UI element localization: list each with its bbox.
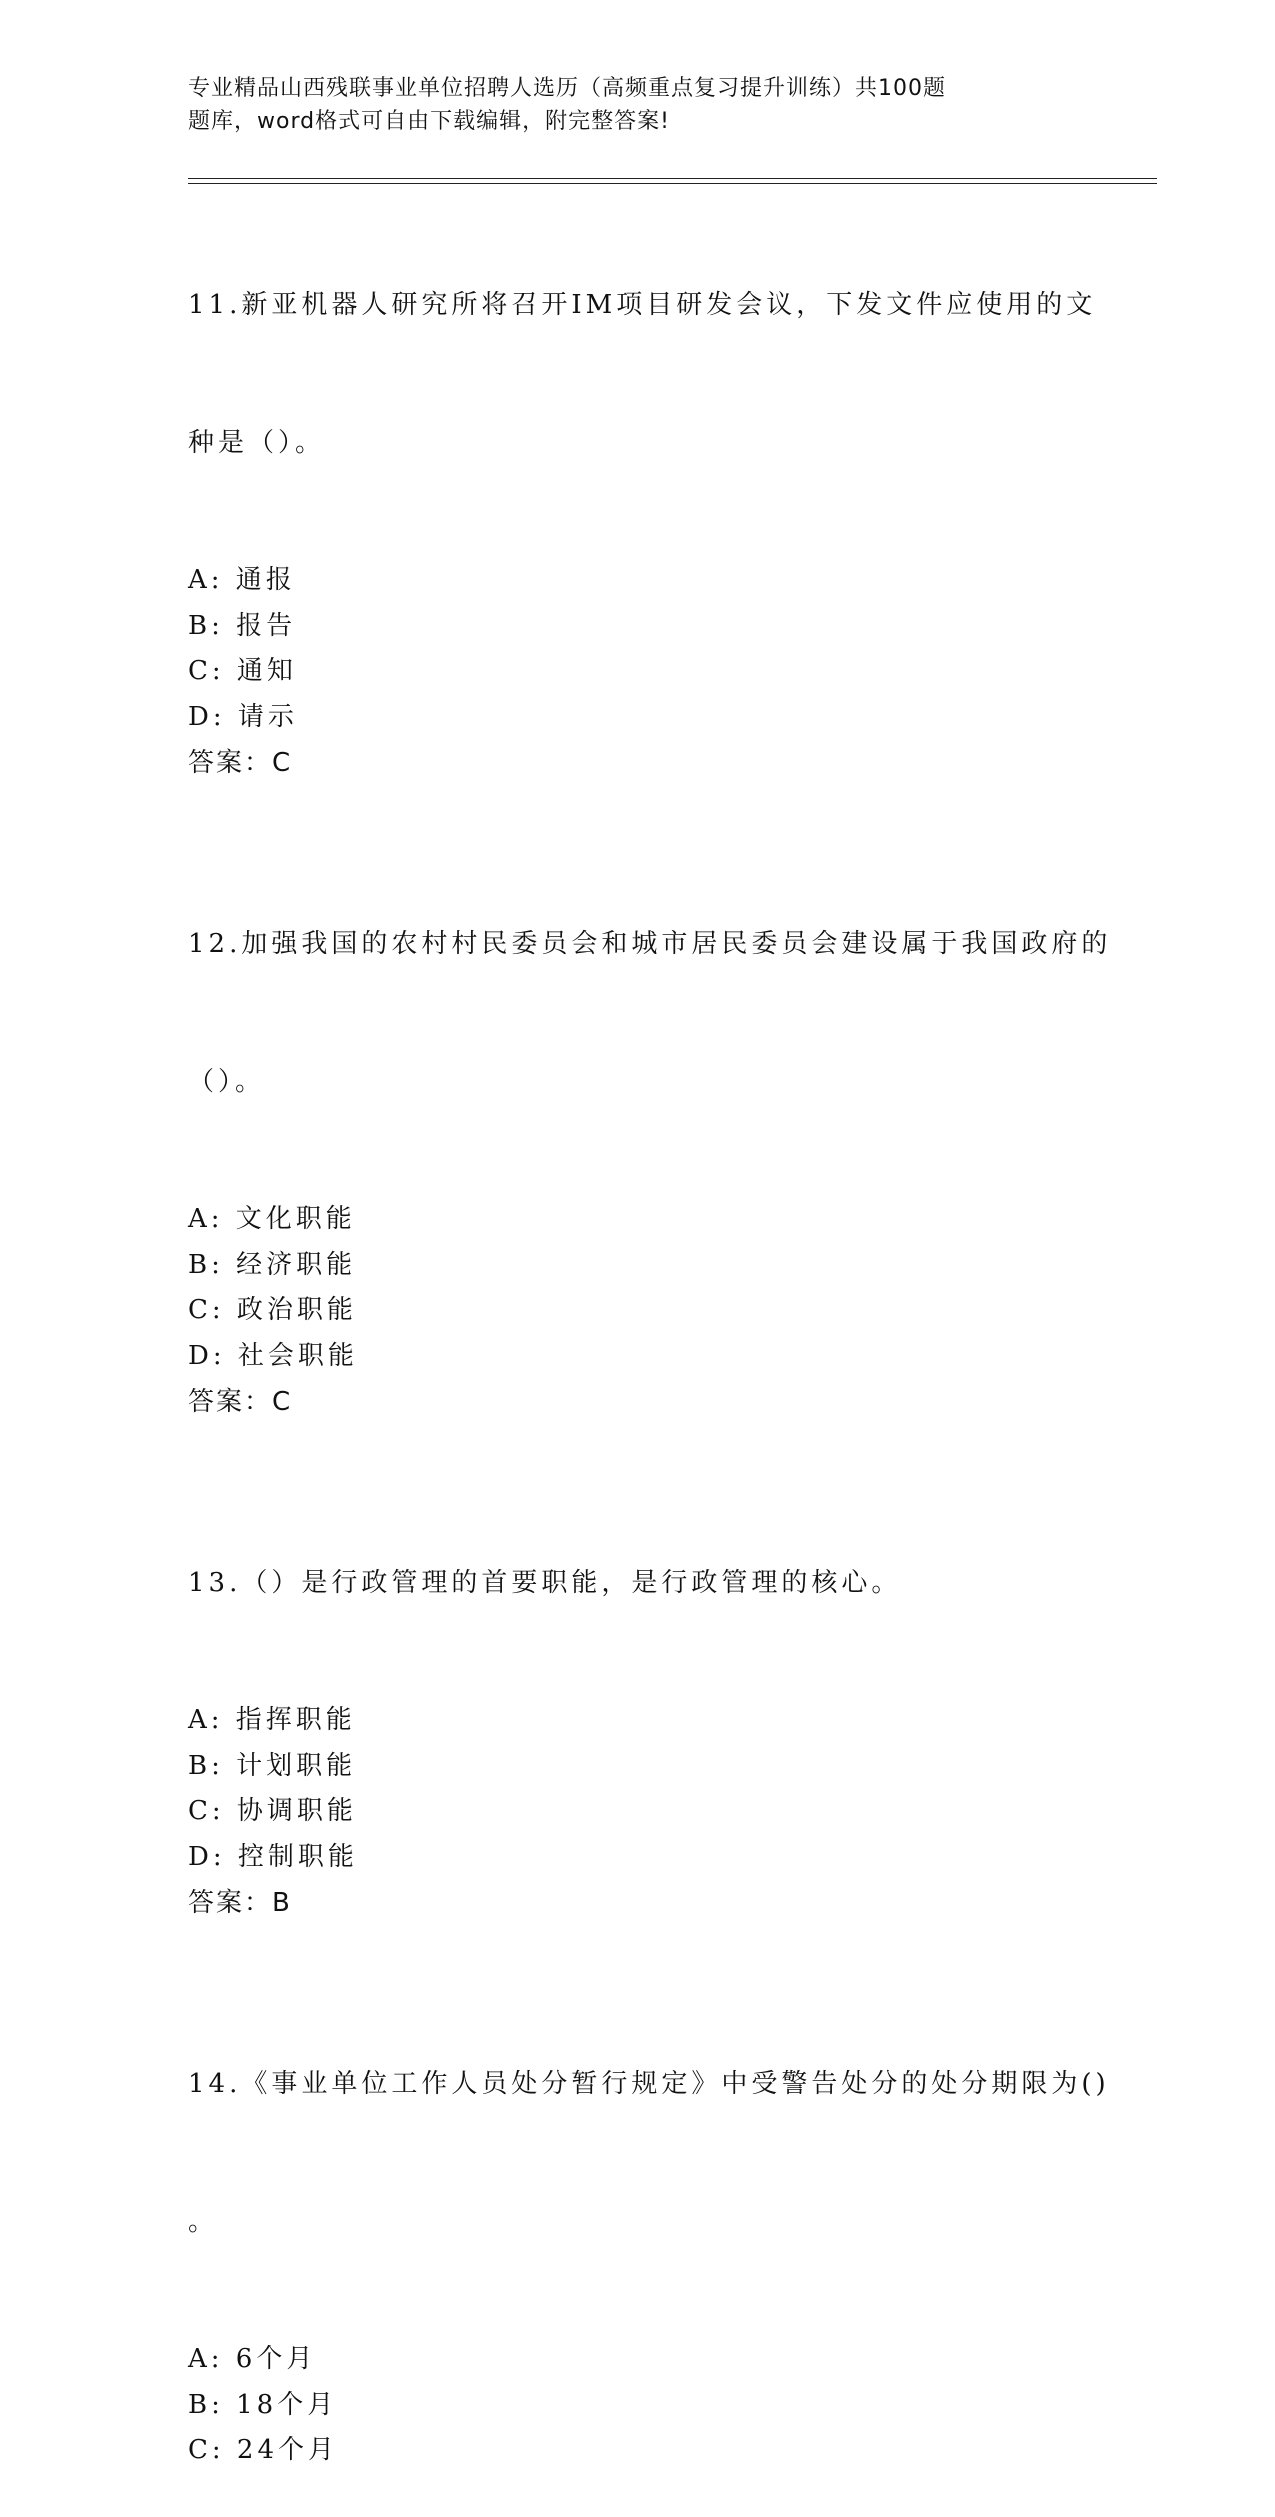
option-d: D: 请示 <box>188 701 298 732</box>
header-rule-top <box>188 178 1157 179</box>
answer-line: 答案：B <box>188 1888 292 1918</box>
option-a: A: 通报 <box>188 565 296 595</box>
document-header <box>188 72 1088 138</box>
question-12 <box>188 829 1112 1425</box>
option-c: C: 通知 <box>188 656 297 686</box>
option-c: C: 政治职能 <box>188 1295 357 1325</box>
question-text-line: 12.加强我国的农村村民委员会和城市居民委员会建设属于我国政府的 <box>188 929 1112 959</box>
option-d: D: 控制职能 <box>188 1841 358 1872</box>
option-b: B: 18个月 <box>188 2389 338 2420</box>
header-line-1: 专业精品山西残联事业单位招聘人选历（高频重点复习提升训练）共100题 <box>188 76 946 101</box>
question-text <box>188 1468 1088 1698</box>
option-a: A: 文化职能 <box>188 1204 356 1234</box>
question-text <box>188 829 1112 1197</box>
option-b: B: 报告 <box>188 610 297 641</box>
question-text-line: 11.新亚机器人研究所将召开IM项目研发会议，下发文件应使用的文 <box>188 290 1097 320</box>
question-list <box>188 190 1112 2517</box>
option-d: D: 社会职能 <box>188 1340 358 1371</box>
header-rule-bottom <box>188 183 1157 184</box>
question-text-line: 种是（）。 <box>188 428 326 458</box>
option-c: C: 24个月 <box>188 2435 339 2465</box>
option-a: A: 6个月 <box>188 2344 317 2374</box>
option-a: A: 指挥职能 <box>188 1705 356 1735</box>
answer-line: 答案：C <box>188 748 293 778</box>
question-14 <box>188 1969 1110 2474</box>
question-text-line: （）。 <box>188 1067 266 1097</box>
question-text-line: 。 <box>188 2207 219 2237</box>
option-b: B: 计划职能 <box>188 1750 357 1781</box>
answer-line: 答案：C <box>188 1387 293 1417</box>
question-text-line: 13.（）是行政管理的首要职能，是行政管理的核心。 <box>188 1568 902 1598</box>
option-b: B: 经济职能 <box>188 1249 357 1280</box>
question-text <box>188 190 1097 558</box>
header-line-2: 题库，word格式可自由下载编辑，附完整答案! <box>188 109 670 134</box>
question-text <box>188 1969 1110 2337</box>
option-c: C: 协调职能 <box>188 1796 357 1826</box>
question-11 <box>188 190 1097 786</box>
question-13 <box>188 1468 1088 1926</box>
question-text-line: 14.《事业单位工作人员处分暂行规定》中受警告处分的处分期限为() <box>188 2069 1110 2099</box>
